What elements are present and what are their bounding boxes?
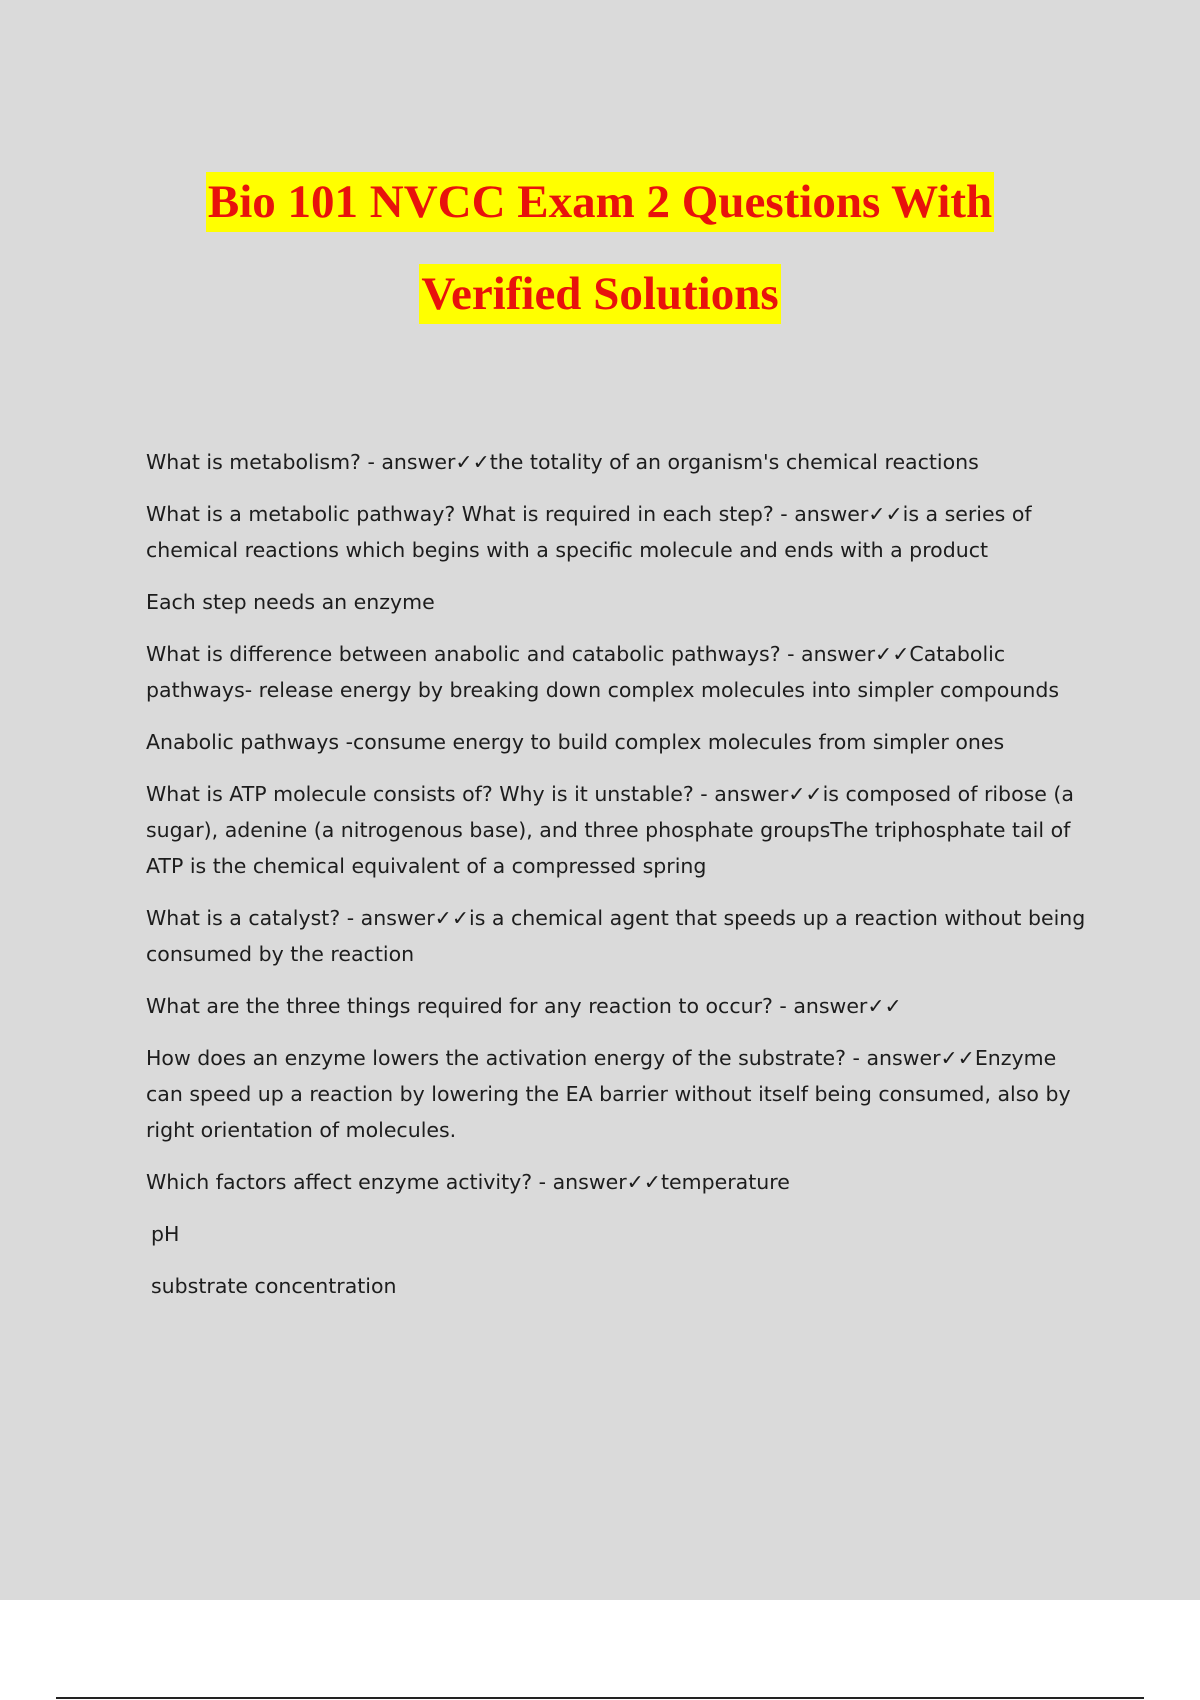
document-title [0,172,1200,356]
paragraph-metabolic-pathway: What is a metabolic pathway? What is required in each step? - answer✓✓is a series of chemical reactions which begins with a specific molecule and ends with a product [146,502,1032,562]
document-body [146,444,1096,1320]
paragraph-ph: pH [151,1222,180,1246]
paragraph-catalyst: What is a catalyst? - answer✓✓is a chemical agent that speeds up a reaction without being consumed by the reaction [146,906,1086,966]
paragraph-enzyme-factors: Which factors affect enzyme activity? - answer✓✓temperature [146,1170,790,1194]
title-line-2: Verified Solutions [419,264,780,324]
title-line-1: Bio 101 NVCC Exam 2 Questions With [206,172,994,232]
paragraph-anabolic-pathways: Anabolic pathways -consume energy to build complex molecules from simpler ones [146,730,1005,754]
paragraph-reaction-requirements: What are the three things required for any reaction to occur? - answer✓✓ [146,994,902,1018]
paragraph-atp: What is ATP molecule consists of? Why is it unstable? - answer✓✓is composed of ribose (a sugar), adenine (a nitrogenous base), and three phosphate groupsThe triphosphate tail of ATP is the chemical equivalent of a compressed spring [146,782,1074,878]
footer-divider [56,1697,1144,1699]
paragraph-activation-energy: How does an enzyme lowers the activation energy of the substrate? - answer✓✓Enzyme can speed up a reaction by lowering the EA barrier without itself being consumed, also by right orientation of molecules. [146,1046,1071,1142]
paragraph-metabolism: What is metabolism? - answer✓✓the totality of an organism's chemical reactions [146,450,979,474]
paragraph-substrate-concentration: substrate concentration [151,1274,397,1298]
paragraph-anabolic-catabolic: What is difference between anabolic and catabolic pathways? - answer✓✓Catabolic pathways- release energy by breaking down complex molecules into simpler compounds [146,642,1060,702]
paragraph-enzyme-step: Each step needs an enzyme [146,590,435,614]
